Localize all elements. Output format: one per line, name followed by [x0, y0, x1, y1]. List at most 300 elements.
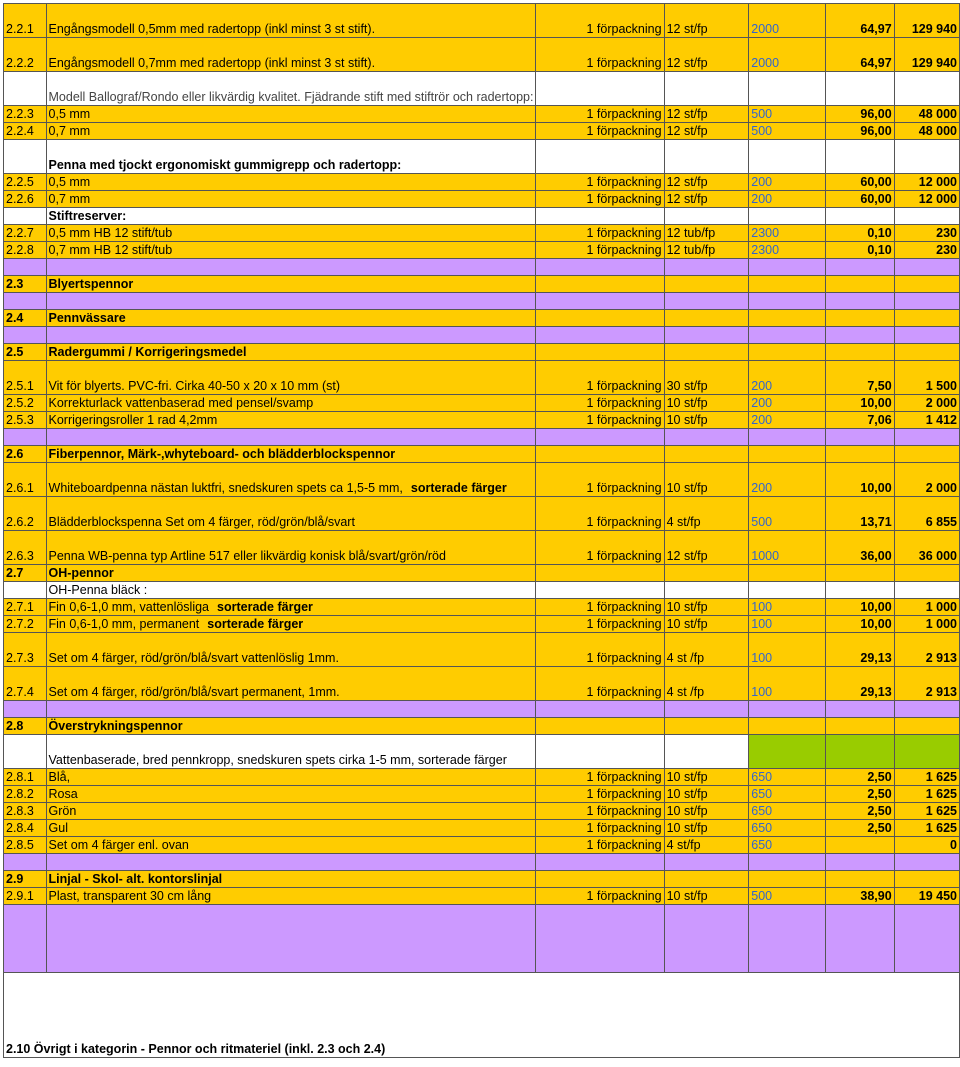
quantity-cell: 500 — [749, 106, 826, 123]
item-number: 2.2.2 — [4, 38, 47, 72]
quantity-cell — [749, 446, 826, 463]
item-description — [46, 497, 536, 531]
table-row — [4, 820, 960, 837]
price-table — [3, 3, 960, 1058]
table-row — [4, 837, 960, 854]
quantity-cell: 200 — [749, 361, 826, 395]
unit-cell — [536, 735, 664, 769]
unit-cell: 1 förpackning — [536, 820, 664, 837]
unit-cell — [536, 310, 664, 327]
unit-price-cell: 96,00 — [826, 123, 895, 140]
unit-price-cell: 38,90 — [826, 888, 895, 905]
category-footer: 2.10 Övrigt i kategorin - Pennor och ritmateriel (inkl. 2.3 och 2.4) — [4, 973, 960, 1058]
pack-cell: 10 st/fp — [664, 888, 749, 905]
table-row — [4, 888, 960, 905]
table-row — [4, 599, 960, 616]
total-cell — [894, 854, 959, 871]
total-cell — [894, 582, 959, 599]
total-cell: 48 000 — [894, 106, 959, 123]
quantity-cell: 100 — [749, 616, 826, 633]
total-cell — [894, 72, 959, 106]
unit-cell: 1 förpackning — [536, 599, 664, 616]
item-description-text: Blyertspennor — [48, 277, 134, 291]
quantity-cell: 650 — [749, 837, 826, 854]
item-description-highlight: sorterade färger — [217, 600, 313, 614]
item-number: 2.8 — [4, 718, 47, 735]
unit-price-cell: 2,50 — [826, 786, 895, 803]
quantity-cell — [749, 344, 826, 361]
total-cell — [894, 327, 959, 344]
item-description — [46, 4, 536, 38]
item-number — [4, 905, 47, 973]
item-description — [46, 667, 536, 701]
unit-cell: 1 förpackning — [536, 106, 664, 123]
table-body — [4, 4, 960, 1058]
item-number: 2.2.6 — [4, 191, 47, 208]
item-description-text: Plast, transparent 30 cm lång — [48, 889, 212, 903]
table-row — [4, 242, 960, 259]
item-description-text: 0,5 mm — [48, 107, 91, 121]
item-description-text: Stiftreserver: — [48, 209, 127, 223]
item-number: 2.7.4 — [4, 667, 47, 701]
table-row — [4, 310, 960, 327]
unit-cell: 1 förpackning — [536, 4, 664, 38]
item-number: 2.6.1 — [4, 463, 47, 497]
total-cell: 2 000 — [894, 463, 959, 497]
pack-cell — [664, 429, 749, 446]
quantity-cell: 200 — [749, 191, 826, 208]
table-row — [4, 531, 960, 565]
item-description — [46, 327, 536, 344]
unit-price-cell: 7,06 — [826, 412, 895, 429]
total-cell — [894, 871, 959, 888]
quantity-cell: 2000 — [749, 4, 826, 38]
unit-cell — [536, 429, 664, 446]
item-description-text: Set om 4 färger, röd/grön/blå/svart vattenlöslig 1mm. — [48, 651, 339, 665]
quantity-cell — [749, 565, 826, 582]
table-row — [4, 225, 960, 242]
pack-cell: 4 st /fp — [664, 633, 749, 667]
pack-cell: 4 st/fp — [664, 837, 749, 854]
table-row — [4, 327, 960, 344]
pack-cell: 10 st/fp — [664, 463, 749, 497]
item-description — [46, 582, 536, 599]
item-number — [4, 259, 47, 276]
pack-cell — [664, 140, 749, 174]
unit-cell: 1 förpackning — [536, 191, 664, 208]
item-description-text: Blå, — [48, 770, 71, 784]
total-cell — [894, 701, 959, 718]
quantity-cell: 2300 — [749, 242, 826, 259]
pack-cell — [664, 871, 749, 888]
pack-cell: 4 st/fp — [664, 497, 749, 531]
unit-price-cell — [826, 565, 895, 582]
item-number: 2.5.2 — [4, 395, 47, 412]
pack-cell — [664, 905, 749, 973]
table-row — [4, 701, 960, 718]
item-description-text: 0,7 mm HB 12 stift/tub — [48, 243, 173, 257]
item-description-text: Blädderblockspenna Set om 4 färger, röd/grön/blå/svart — [48, 515, 355, 529]
item-description — [46, 905, 536, 973]
table-row — [4, 735, 960, 769]
item-number: 2.4 — [4, 310, 47, 327]
total-cell: 12 000 — [894, 174, 959, 191]
item-description — [46, 140, 536, 174]
item-description-text: Grön — [48, 804, 77, 818]
item-description — [46, 888, 536, 905]
unit-price-cell — [826, 276, 895, 293]
table-row — [4, 276, 960, 293]
item-number: 2.2.5 — [4, 174, 47, 191]
item-description-text: Överstrykningspennor — [48, 719, 183, 733]
item-number — [4, 293, 47, 310]
quantity-cell: 200 — [749, 395, 826, 412]
item-description-highlight: sorterade färger — [410, 481, 507, 495]
item-description — [46, 803, 536, 820]
table-row — [4, 786, 960, 803]
total-cell — [894, 718, 959, 735]
unit-price-cell — [826, 837, 895, 854]
unit-price-cell — [826, 735, 895, 769]
item-description-text: OH-pennor — [48, 566, 114, 580]
item-description-text: Korrekturlack vattenbaserad med pensel/svamp — [48, 396, 314, 410]
item-description-text: Fin 0,6-1,0 mm, permanent — [48, 617, 200, 631]
unit-cell — [536, 293, 664, 310]
unit-cell: 1 förpackning — [536, 837, 664, 854]
unit-cell — [536, 718, 664, 735]
unit-cell — [536, 276, 664, 293]
unit-price-cell — [826, 310, 895, 327]
item-number: 2.8.2 — [4, 786, 47, 803]
pack-cell: 10 st/fp — [664, 616, 749, 633]
unit-price-cell — [826, 327, 895, 344]
quantity-cell: 200 — [749, 412, 826, 429]
item-description-text: Engångsmodell 0,5mm med radertopp (inkl minst 3 st stift). — [48, 22, 376, 36]
item-number: 2.7.3 — [4, 633, 47, 667]
total-cell: 230 — [894, 225, 959, 242]
pack-cell: 12 st/fp — [664, 123, 749, 140]
table-row — [4, 293, 960, 310]
pack-cell: 10 st/fp — [664, 803, 749, 820]
item-description-text: Set om 4 färger, röd/grön/blå/svart permanent, 1mm. — [48, 685, 340, 699]
item-description-text: Pennvässare — [48, 311, 126, 325]
unit-price-cell: 10,00 — [826, 616, 895, 633]
quantity-cell — [749, 259, 826, 276]
unit-price-cell — [826, 871, 895, 888]
unit-price-cell: 64,97 — [826, 4, 895, 38]
item-number: 2.9 — [4, 871, 47, 888]
total-cell — [894, 310, 959, 327]
unit-cell — [536, 259, 664, 276]
quantity-cell: 650 — [749, 820, 826, 837]
total-cell — [894, 735, 959, 769]
table-row — [4, 140, 960, 174]
total-cell — [894, 208, 959, 225]
quantity-cell: 500 — [749, 123, 826, 140]
quantity-cell: 100 — [749, 633, 826, 667]
unit-price-cell: 29,13 — [826, 633, 895, 667]
unit-cell — [536, 871, 664, 888]
table-row — [4, 208, 960, 225]
item-description-text: Radergummi / Korrigeringsmedel — [48, 345, 247, 359]
unit-cell: 1 förpackning — [536, 38, 664, 72]
total-cell: 19 450 — [894, 888, 959, 905]
item-description — [46, 123, 536, 140]
item-description — [46, 344, 536, 361]
item-description — [46, 310, 536, 327]
item-description — [46, 786, 536, 803]
total-cell — [894, 293, 959, 310]
table-row — [4, 344, 960, 361]
item-description-text: Fiberpennor, Märk-,whyteboard- och blädderblockspennor — [48, 447, 396, 461]
unit-price-cell: 29,13 — [826, 667, 895, 701]
unit-price-cell — [826, 208, 895, 225]
item-description — [46, 293, 536, 310]
item-description-text: 0,5 mm HB 12 stift/tub — [48, 226, 173, 240]
item-description — [46, 701, 536, 718]
total-cell: 1 625 — [894, 803, 959, 820]
table-row — [4, 667, 960, 701]
table-row — [4, 191, 960, 208]
item-number: 2.7.2 — [4, 616, 47, 633]
unit-cell: 1 förpackning — [536, 242, 664, 259]
pack-cell: 10 st/fp — [664, 599, 749, 616]
quantity-cell: 2000 — [749, 38, 826, 72]
table-row — [4, 973, 960, 1058]
item-description — [46, 242, 536, 259]
quantity-cell — [749, 871, 826, 888]
pack-cell — [664, 310, 749, 327]
unit-price-cell: 60,00 — [826, 174, 895, 191]
item-number: 2.8.3 — [4, 803, 47, 820]
unit-price-cell: 36,00 — [826, 531, 895, 565]
unit-cell: 1 förpackning — [536, 395, 664, 412]
unit-cell — [536, 565, 664, 582]
total-cell: 129 940 — [894, 4, 959, 38]
item-number: 2.8.4 — [4, 820, 47, 837]
unit-cell — [536, 446, 664, 463]
total-cell: 1 412 — [894, 412, 959, 429]
total-cell: 1 000 — [894, 599, 959, 616]
item-description — [46, 599, 536, 616]
item-description-text: Fin 0,6-1,0 mm, vattenlösliga — [48, 600, 210, 614]
quantity-cell — [749, 905, 826, 973]
unit-cell: 1 förpackning — [536, 531, 664, 565]
unit-cell — [536, 208, 664, 225]
item-description — [46, 531, 536, 565]
unit-cell — [536, 327, 664, 344]
quantity-cell: 200 — [749, 174, 826, 191]
unit-price-cell: 64,97 — [826, 38, 895, 72]
pack-cell — [664, 718, 749, 735]
unit-price-cell — [826, 293, 895, 310]
item-description — [46, 446, 536, 463]
unit-cell: 1 förpackning — [536, 225, 664, 242]
table-row — [4, 803, 960, 820]
pack-cell — [664, 293, 749, 310]
item-description-text: Engångsmodell 0,7mm med radertopp (inkl minst 3 st stift). — [48, 56, 376, 70]
total-cell: 129 940 — [894, 38, 959, 72]
quantity-cell: 100 — [749, 599, 826, 616]
quantity-cell: 500 — [749, 888, 826, 905]
pack-cell — [664, 446, 749, 463]
unit-price-cell — [826, 446, 895, 463]
quantity-cell: 650 — [749, 786, 826, 803]
unit-cell — [536, 701, 664, 718]
item-number: 2.2.4 — [4, 123, 47, 140]
item-description-text: 0,7 mm — [48, 124, 91, 138]
item-description — [46, 72, 536, 106]
total-cell — [894, 429, 959, 446]
item-description-text: Gul — [48, 821, 68, 835]
item-number: 2.8.5 — [4, 837, 47, 854]
total-cell: 1 625 — [894, 769, 959, 786]
item-number: 2.8.1 — [4, 769, 47, 786]
unit-price-cell: 2,50 — [826, 820, 895, 837]
total-cell — [894, 446, 959, 463]
pack-cell — [664, 854, 749, 871]
unit-price-cell: 7,50 — [826, 361, 895, 395]
item-number: 2.2.7 — [4, 225, 47, 242]
quantity-cell — [749, 140, 826, 174]
unit-cell: 1 förpackning — [536, 616, 664, 633]
pack-cell: 12 tub/fp — [664, 242, 749, 259]
item-description — [46, 633, 536, 667]
table-row — [4, 72, 960, 106]
unit-price-cell: 2,50 — [826, 769, 895, 786]
unit-price-cell — [826, 718, 895, 735]
item-number: 2.7.1 — [4, 599, 47, 616]
total-cell: 1 000 — [894, 616, 959, 633]
table-row — [4, 123, 960, 140]
item-description — [46, 565, 536, 582]
pack-cell: 12 st/fp — [664, 106, 749, 123]
quantity-cell — [749, 854, 826, 871]
pack-cell: 30 st/fp — [664, 361, 749, 395]
table-row — [4, 871, 960, 888]
table-row — [4, 412, 960, 429]
pack-cell — [664, 276, 749, 293]
item-number: 2.5 — [4, 344, 47, 361]
quantity-cell — [749, 735, 826, 769]
table-row — [4, 497, 960, 531]
table-row — [4, 905, 960, 973]
item-number — [4, 854, 47, 871]
table-row — [4, 582, 960, 599]
quantity-cell: 650 — [749, 803, 826, 820]
item-description — [46, 616, 536, 633]
quantity-cell — [749, 276, 826, 293]
pack-cell: 10 st/fp — [664, 786, 749, 803]
total-cell: 12 000 — [894, 191, 959, 208]
pack-cell: 12 tub/fp — [664, 225, 749, 242]
item-number: 2.5.1 — [4, 361, 47, 395]
unit-price-cell: 60,00 — [826, 191, 895, 208]
item-description — [46, 225, 536, 242]
quantity-cell — [749, 582, 826, 599]
total-cell — [894, 344, 959, 361]
unit-cell — [536, 72, 664, 106]
table-row — [4, 446, 960, 463]
item-number — [4, 429, 47, 446]
table-row — [4, 854, 960, 871]
item-number — [4, 140, 47, 174]
item-description — [46, 871, 536, 888]
item-description-text: Modell Ballograf/Rondo eller likvärdig kvalitet. Fjädrande stift med stiftrör och radertopp: — [48, 90, 534, 104]
unit-price-cell — [826, 259, 895, 276]
total-cell — [894, 276, 959, 293]
item-description — [46, 361, 536, 395]
quantity-cell — [749, 429, 826, 446]
pack-cell — [664, 735, 749, 769]
total-cell: 6 855 — [894, 497, 959, 531]
quantity-cell: 2300 — [749, 225, 826, 242]
unit-price-cell: 10,00 — [826, 599, 895, 616]
unit-price-cell — [826, 701, 895, 718]
unit-price-cell — [826, 344, 895, 361]
item-description-text: Vattenbaserade, bred pennkropp, snedskuren spets cirka 1-5 mm, sorterade färger — [48, 753, 507, 767]
item-number: 2.6.2 — [4, 497, 47, 531]
item-number: 2.6 — [4, 446, 47, 463]
item-description — [46, 412, 536, 429]
quantity-cell: 650 — [749, 769, 826, 786]
unit-cell: 1 förpackning — [536, 633, 664, 667]
item-number — [4, 327, 47, 344]
pack-cell: 10 st/fp — [664, 820, 749, 837]
item-description-text: Whiteboardpenna nästan luktfri, snedskuren spets ca 1,5-5 mm, — [48, 481, 403, 495]
unit-cell — [536, 582, 664, 599]
unit-cell: 1 förpackning — [536, 888, 664, 905]
item-description — [46, 735, 536, 769]
total-cell: 1 625 — [894, 820, 959, 837]
pack-cell: 10 st/fp — [664, 395, 749, 412]
item-number: 2.6.3 — [4, 531, 47, 565]
unit-cell: 1 förpackning — [536, 123, 664, 140]
total-cell: 230 — [894, 242, 959, 259]
item-description-highlight: sorterade färger — [207, 617, 304, 631]
unit-cell: 1 förpackning — [536, 463, 664, 497]
item-number — [4, 582, 47, 599]
table-row — [4, 106, 960, 123]
total-cell — [894, 259, 959, 276]
item-description — [46, 854, 536, 871]
table-row — [4, 38, 960, 72]
quantity-cell — [749, 701, 826, 718]
item-description-text: Rosa — [48, 787, 78, 801]
total-cell: 2 913 — [894, 633, 959, 667]
unit-price-cell — [826, 905, 895, 973]
item-description — [46, 38, 536, 72]
item-description-text: 0,7 mm — [48, 192, 91, 206]
unit-price-cell — [826, 72, 895, 106]
table-row — [4, 361, 960, 395]
unit-price-cell: 10,00 — [826, 463, 895, 497]
total-cell: 2 000 — [894, 395, 959, 412]
quantity-cell: 1000 — [749, 531, 826, 565]
unit-cell — [536, 344, 664, 361]
unit-cell: 1 förpackning — [536, 361, 664, 395]
total-cell: 1 500 — [894, 361, 959, 395]
unit-cell: 1 förpackning — [536, 667, 664, 701]
table-row — [4, 259, 960, 276]
unit-cell: 1 förpackning — [536, 769, 664, 786]
pack-cell: 12 st/fp — [664, 38, 749, 72]
item-number — [4, 701, 47, 718]
item-number — [4, 735, 47, 769]
unit-cell: 1 förpackning — [536, 174, 664, 191]
quantity-cell — [749, 293, 826, 310]
unit-cell — [536, 854, 664, 871]
